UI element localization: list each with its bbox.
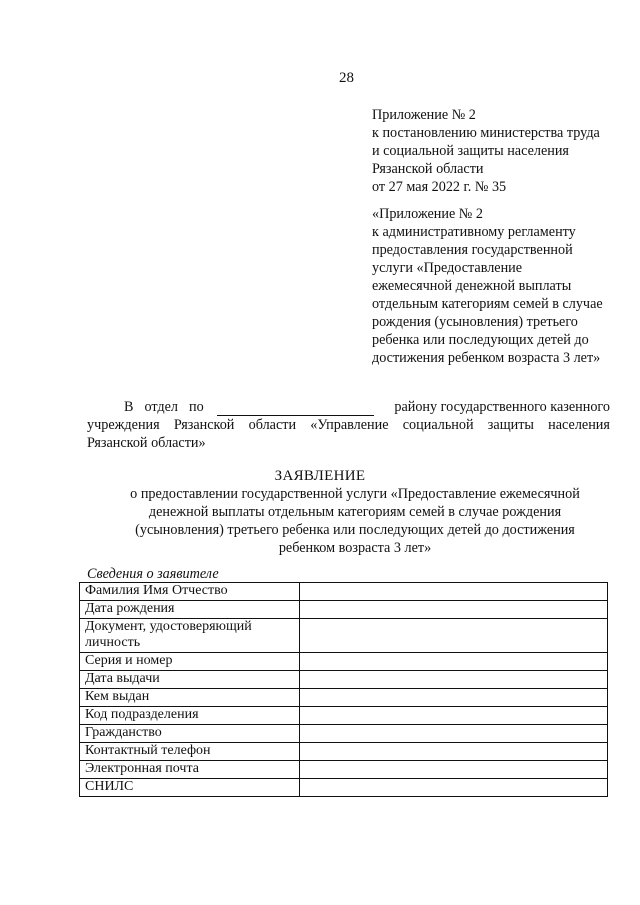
appendix-line: достижения ребенком возраста 3 лет» bbox=[372, 350, 601, 366]
table-row bbox=[80, 779, 608, 797]
field-label: Дата выдачи bbox=[80, 671, 300, 689]
addressee-word: Рязанской bbox=[173, 417, 235, 433]
addressee-tail: району государственного казенного bbox=[394, 399, 610, 415]
document-subtitle bbox=[110, 485, 600, 557]
field-value-input[interactable] bbox=[300, 707, 608, 725]
field-label: Контактный телефон bbox=[80, 743, 300, 761]
field-label: Фамилия Имя Отчество bbox=[80, 583, 300, 601]
table-row bbox=[80, 653, 608, 671]
field-value-input[interactable] bbox=[300, 583, 608, 601]
appendix-line: к административному регламенту bbox=[372, 224, 576, 240]
appendix-line: предоставления государственной bbox=[372, 242, 573, 258]
appendix-line: услуги «Предоставление bbox=[372, 260, 523, 276]
field-label: Код подразделения bbox=[80, 707, 300, 725]
appendix-line: и социальной защиты населения bbox=[372, 143, 569, 159]
appendix-line: ребенка или последующих детей до bbox=[372, 332, 589, 348]
table-row bbox=[80, 583, 608, 601]
table-row bbox=[80, 619, 608, 653]
appendix-header-resolution bbox=[372, 106, 622, 196]
field-label: СНИЛС bbox=[80, 779, 300, 797]
field-value-input[interactable] bbox=[300, 761, 608, 779]
field-value-input[interactable] bbox=[300, 671, 608, 689]
field-value-input[interactable] bbox=[300, 689, 608, 707]
field-value-input[interactable] bbox=[300, 601, 608, 619]
appendix-line: рождения (усыновления) третьего bbox=[372, 314, 578, 330]
addressee-word: В bbox=[124, 399, 134, 415]
document-title: ЗАЯВЛЕНИЕ bbox=[274, 468, 366, 484]
table-row bbox=[80, 707, 608, 725]
field-label: Кем выдан bbox=[80, 689, 300, 707]
field-value-input[interactable] bbox=[300, 779, 608, 797]
appendix-line: к постановлению министерства труда bbox=[372, 125, 600, 141]
table-row bbox=[80, 761, 608, 779]
field-label-line: Документ, удостоверяющий bbox=[85, 619, 252, 634]
field-label bbox=[80, 619, 300, 653]
subtitle-line: денежной выплаты отдельным категориям семей в случае рождения bbox=[148, 504, 562, 520]
field-value-input[interactable] bbox=[300, 725, 608, 743]
appendix-line: Приложение № 2 bbox=[372, 107, 476, 123]
field-label: Дата рождения bbox=[80, 601, 300, 619]
addressee-word: населения bbox=[548, 417, 610, 433]
table-row bbox=[80, 689, 608, 707]
field-value-input[interactable] bbox=[300, 619, 608, 653]
addressee-word: области bbox=[248, 417, 297, 433]
addressee-word: отдел bbox=[144, 399, 178, 415]
addressee-word: учреждения bbox=[87, 417, 160, 433]
subtitle-line: (усыновления) третьего ребенка или последующих детей до достижения bbox=[135, 522, 575, 538]
addressee-word: защиты bbox=[487, 417, 534, 433]
table-row bbox=[80, 671, 608, 689]
addressee-word: социальной bbox=[402, 417, 474, 433]
appendix-line: Рязанской области bbox=[372, 161, 484, 177]
appendix-line: от 27 мая 2022 г. № 35 bbox=[372, 179, 507, 195]
appendix-line: «Приложение № 2 bbox=[372, 206, 483, 222]
applicant-table bbox=[79, 582, 608, 797]
subtitle-line: о предоставлении государственной услуги «Предоставление ежемесячной bbox=[130, 486, 580, 502]
addressee-prefix bbox=[87, 398, 374, 416]
addressee-word: по bbox=[188, 399, 204, 415]
field-label-line: личность bbox=[85, 635, 141, 650]
appendix-line: ежемесячной денежной выплаты bbox=[372, 278, 572, 294]
field-label: Электронная почта bbox=[80, 761, 300, 779]
field-label: Серия и номер bbox=[80, 653, 300, 671]
subtitle-line: ребенком возраста 3 лет» bbox=[278, 540, 432, 556]
field-label: Гражданство bbox=[80, 725, 300, 743]
appendix-line: отдельным категориям семей в случае bbox=[372, 296, 603, 312]
section-label-applicant: Сведения о заявителе bbox=[87, 566, 219, 582]
table-row bbox=[80, 743, 608, 761]
addressee-line: Рязанской области» bbox=[87, 435, 206, 451]
field-value-input[interactable] bbox=[300, 743, 608, 761]
table-row bbox=[80, 725, 608, 743]
table-row bbox=[80, 601, 608, 619]
addressee-block bbox=[87, 398, 610, 452]
addressee-line bbox=[87, 398, 610, 416]
field-value-input[interactable] bbox=[300, 653, 608, 671]
page-number: 28 bbox=[339, 70, 354, 86]
addressee-line bbox=[87, 416, 610, 434]
district-blank-field[interactable] bbox=[217, 401, 374, 416]
appendix-header-regulation bbox=[372, 205, 622, 367]
addressee-word: «Управление bbox=[310, 417, 389, 433]
